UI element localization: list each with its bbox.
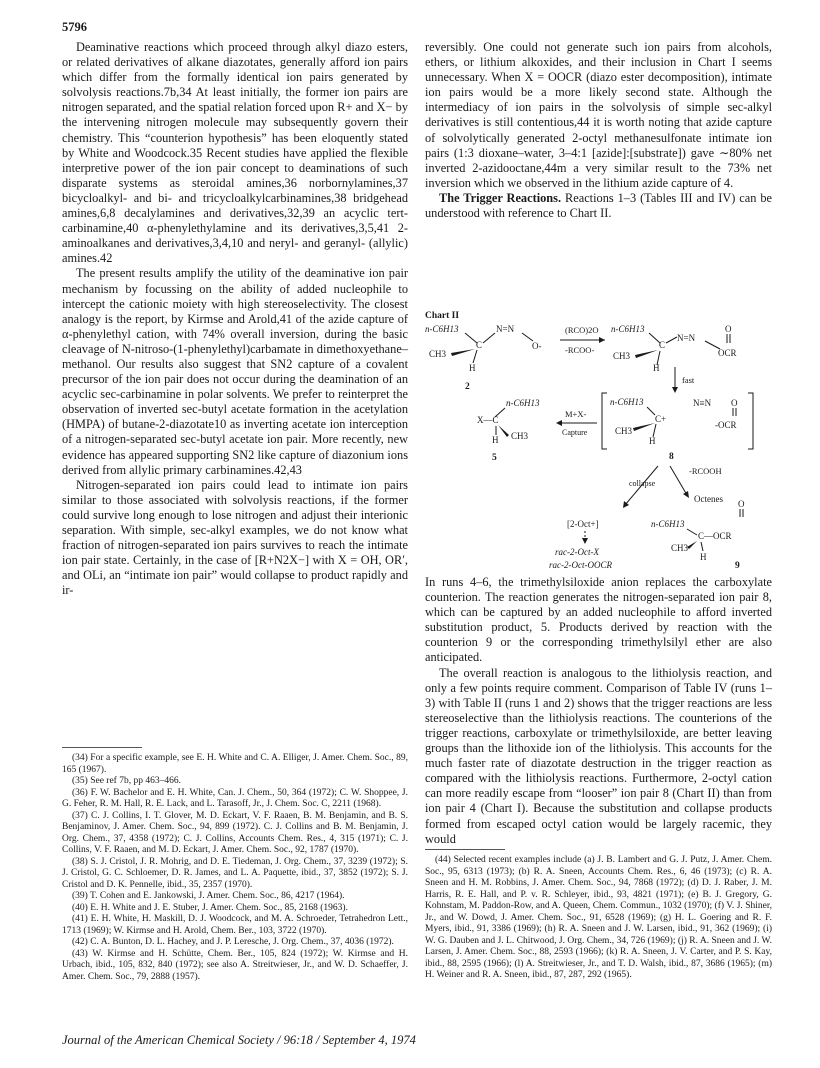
footnote: (35) See ref 7b, pp 463–466. bbox=[72, 776, 181, 786]
body-paragraph: The present results amplify the utility of the deaminative ion pair mechanism by focussing on the ability of added nucleophile to intercept the cationic moiety with high stereoselectivity. The closest analogy is the report, by Kirmse and Arold,41 of the azide capture of α-phenylethyl cation, with 74% overall inversion, during the basic cleavage of N-nitroso-(1-phenylethyl)carbamate in dimethoxyethane–methanol. Our results also suggest that SN2 capture of a covalent precursor of the ion pair does not occur during the deamination of an acyclic sec-carbinamine in polar solvents. We prefer to reinterpret the observation of inverted sec-butyl acetate formation in the acetylation (HMPA) of butane-2-diazotate10 as inverting acetate ion interception of a nitrogen-separated sec-butyl acetate ion pair. More recently, new evidence has appeared supporting SN2 like capture of diazonium ions derived from allylic primary carbinamines.42,43 bbox=[62, 266, 408, 477]
octenes-product: Octenes bbox=[694, 494, 723, 504]
chart-title: Chart II bbox=[425, 311, 460, 321]
methyl-group: CH3 bbox=[671, 543, 689, 553]
hexyl-group: n-C6H13 bbox=[611, 324, 645, 334]
carbon: C bbox=[659, 340, 666, 350]
hydrogen: H bbox=[700, 552, 707, 562]
right-column-top bbox=[425, 40, 772, 221]
footnote: (39) T. Cohen and E. Jankowski, J. Amer. Chem. Soc., 86, 4217 (1964). bbox=[72, 891, 345, 901]
racemic-substitution-product: rac-2-Oct-X bbox=[555, 547, 599, 557]
footnote: (38) S. J. Cristol, J. R. Mohrig, and D. E. Tiedeman, J. Org. Chem., 37, 3239 (1972); S. J. Cristol, G. C. Schloemer, D. R. James, and L. A. Paquette, ibid., 37, 3852 (1972); S. J. Cristol and D. K. Pennelle, ibid., 35, 2357 (1970). bbox=[62, 856, 408, 890]
trigger-text: Reactions 1–3 (Tables III and IV) can be understood with reference to Chart II. bbox=[425, 190, 772, 221]
carbonyl-oxygen: O bbox=[725, 324, 732, 334]
nitrogen-molecule: N≡N bbox=[693, 398, 712, 408]
footnote: (41) E. H. White, H. Maskill, D. J. Woodcock, and M. A. Schroeder, Tetrahedron Lett., 1713 (1969); W. Kirmse and H. Arold, Chem. Ber., 103, 3722 (1970). bbox=[62, 914, 408, 936]
acyloxy-group: OCR bbox=[718, 348, 737, 358]
carbonyl-oxygen: O bbox=[738, 499, 745, 509]
ion-pair-label-8: 8 bbox=[669, 452, 674, 462]
compound-label-5: 5 bbox=[492, 453, 497, 463]
acylation-reagent: (RCO)2O bbox=[565, 325, 599, 335]
hydrogen: H bbox=[649, 436, 656, 446]
fast-label: fast bbox=[682, 375, 695, 385]
collapse-label: collapse bbox=[629, 479, 656, 488]
minus-rcooh-label: -RCOOH bbox=[689, 466, 722, 476]
section-heading: The Trigger Reactions. bbox=[439, 190, 562, 205]
footnote-rule bbox=[425, 849, 505, 850]
carboxylate-group: -OCR bbox=[715, 420, 737, 430]
compound-label-9: 9 bbox=[735, 561, 740, 571]
hexyl-group: n-C6H13 bbox=[425, 324, 459, 334]
carbonyl-oxygen: O bbox=[731, 398, 738, 408]
journal-footer: Journal of the American Chemical Society / 96:18 / September 4, 1974 bbox=[62, 1033, 416, 1047]
hydrogen: H bbox=[469, 363, 476, 373]
body-paragraph: In runs 4–6, the trimethylsiloxide anion replaces the carboxylate counterion. The reaction generates the nitrogen-separated ion pair 8, which can be captured by an added nucleophile to afford inverted substitution product, 5. Products derived by reaction with the counterion 9 or the corresponding trimethylsilyl ether are also anticipated. bbox=[425, 575, 772, 665]
footnote: (37) C. J. Collins, I. T. Glover, M. D. Eckart, V. F. Raaen, B. M. Benjamin, and B. S. Benjaminov, J. Amer. Chem. Soc., 94, 899 (1972). C. J. Collins and B. M. Benjamin, J. Org. Chem., 37, 4358 (1972); C. J. Collins, Accounts Chem. Res., 4, 315 (1971); C. J. Collins, V. F. Raaen, and M. D. Eckart, J. Amer. Chem. Soc., 92, 1787 (1970). bbox=[62, 810, 408, 855]
ester-carbon: C—OCR bbox=[698, 531, 732, 541]
hexyl-group: n-C6H13 bbox=[610, 397, 644, 407]
methyl-group: CH3 bbox=[613, 351, 631, 361]
compound-label-2: 2 bbox=[465, 382, 470, 392]
carboxylate-byproduct: -RCOO- bbox=[565, 345, 595, 355]
hexyl-group: n-C6H13 bbox=[651, 519, 685, 529]
footnote: (40) E. H. White and J. E. Stuber, J. Amer. Chem. Soc., 85, 2168 (1963). bbox=[72, 902, 348, 913]
azo-group: N=N bbox=[677, 333, 696, 343]
body-paragraph: Deaminative reactions which proceed through alkyl diazo esters, or related derivatives of alkane diazotates, generally afford ion pairs which differ from the formally identical ion pairs generated by solvolysis reactions.7b,34 At least initially, the former ion pairs are nitrogen separated, and the spatial relation forced upon R+ and X− by the intervening nitrogen molecule may subsequently govern their chemistry. This “counterion hypothesis” has been eloquently stated by White and Woodcock.35 Recent studies have applied the flexible interpretive power of the ion pair concept to deaminations of such disparate systems as steroidal amines,36 norbornylamines,37 bicycloalkyl- and bi- and tricycloalkylcarbinamines,38 bridgehead amines,6,8 decalylamines and derivatives,32,39 an acyclic tert-carbinamine,40 α-phenylethylamine and its derivatives,3,5,41 2-aminoalkanes and derivatives,3,4,10 and neryl- and geranyl- (allylic) amines.42 bbox=[62, 40, 408, 266]
hydrogen: H bbox=[653, 363, 660, 373]
body-paragraph: Nitrogen-separated ion pairs could lead to intimate ion pairs similar to those associated with solvolysis reactions, if the former could survive long enough to lose nitrogen and adjust their interionic separation. With simple, sec-alkyl examples, we do not know what fraction of nitrogen-separated ion pairs survives to reach the intimate ion pair state. Certainly, in the case of [R+N2X−] with X = OH, OR′, and OLi, an “intimate ion pair” would collapse to product rapidly and ir- bbox=[62, 477, 408, 598]
hydrogen: H bbox=[492, 435, 499, 445]
footnote: (34) For a specific example, see E. H. White and C. A. Elliger, J. Amer. Chem. Soc., 89, 165 (1967). bbox=[62, 753, 408, 775]
footnote: (42) C. A. Bunton, D. L. Hachey, and J. P. Leresche, J. Org. Chem., 37, 4036 (1972). bbox=[72, 937, 394, 947]
methyl-group: CH3 bbox=[511, 431, 529, 441]
page-number: 5796 bbox=[62, 20, 87, 34]
footnote: (44) Selected recent examples include (a) J. B. Lambert and G. J. Putz, J. Amer. Chem. Soc., 95, 6313 (1973); (b) R. A. Sneen, Accounts Chem. Res., 6, 46 (1973); (c) R. A. Sneen and H. M. Robbins, J. Amer. Chem. Soc., 94, 7868 (1972); (d) D. J. Raber, J. M. Harris, R. E. Hall, and P. v. R. Schleyer, ibid., 93, 4821 (1971); (e) B. J. Gregory, G. Kohnstam, M. Paddon-Row, and A. Queen, Chem. Commun., 1032 (1970); (f) V. J. Shiner, Jr., and W. Dowd, J. Amer. Chem. Soc., 91, 6528 (1969); (g) H. L. Goering and R. F. Myers, ibid., 91, 3386 (1969); (h) R. A. Sneen and J. W. Larsen, ibid., 91, 362 (1969); (i) W. G. Dauben and J. L. Chitwood, J. Org. Chem., 34, 726 (1969); (j) R. A. Sneen and J. W. Larsen, J. Amer. Chem. Soc., 88, 2593 (1966); (k) R. A. Sneen, J. V. Carter, and P. S. Kay, ibid., 88, 2595 (1966); (l) A. Streitwieser, Jr., and T. D. Walsh, ibid., 87, 3686 (1965); (m) H. Weiner and R. A. Sneen, ibid., 87, 287, 292 (1965). bbox=[425, 855, 772, 980]
carbocation: C+ bbox=[655, 414, 667, 424]
substituted-carbon: X—C bbox=[477, 415, 499, 425]
body-paragraph: reversibly. One could not generate such ion pairs from alcohols, ethers, or lithium alkoxides, and their inclusion in Chart I seems unnecessary. When X = OOCR (diazo ester decomposition), intimate ion pairs would be a more likely second state. Although the intermediacy of ion pairs in the solvolysis of simple sec-alkyl derivatives is still contentious,44 it is worth noting that azide capture of solvolytically generated 2-octyl methanesulfonate intimate ion pairs (1:3 dioxane–water, 3–4:1 [azide]:[substrate]) gave ∼80% net inverted 2-azidooctane,44m a very similar result to the 73% net inversion which we observed in the lithium azide capture of 4. bbox=[425, 40, 772, 190]
footnotes-right bbox=[425, 855, 772, 982]
octyl-cation: [2-Oct+] bbox=[567, 519, 599, 529]
methyl-group: CH3 bbox=[429, 349, 447, 359]
footnote-rule bbox=[62, 747, 142, 748]
footnotes-left bbox=[62, 753, 408, 983]
footnote: (36) F. W. Bachelor and E. H. White, Can. J. Chem., 50, 364 (1972); C. W. Shoppee, J. G. Feher, R. M. Hall, R. E. Lack, and L. Tarasoff, Jr., J. Chem. Soc. C, 2211 (1968). bbox=[62, 787, 408, 809]
footnote: (43) W. Kirmse and H. Schütte, Chem. Ber., 105, 824 (1972); W. Kirmse and H. Urbach, ibid., 105, 832, 840 (1972); see also A. Streitwieser, Jr., and W. D. Schaeffer, J. Amer. Chem. Soc., 79, 2888 (1957). bbox=[62, 948, 408, 982]
left-column bbox=[62, 40, 408, 598]
racemic-ester-product: rac-2-Oct-OOCR bbox=[549, 560, 612, 570]
capture-reagent: M+X- bbox=[565, 409, 587, 419]
hexyl-group: n-C6H13 bbox=[506, 398, 540, 408]
trigger-paragraph bbox=[425, 191, 772, 221]
chart-ii-scheme bbox=[425, 309, 772, 573]
carbon: C bbox=[476, 340, 483, 350]
body-paragraph: The overall reaction is analogous to the lithiolysis reaction, and only a few points require comment. Comparison of Table IV (runs 1–3) with Table II (runs 1 and 2) shows that the trigger reactions are less stereoselective than the lithiolysis reactions. The counterions of the trigger reactions, carboxylate or trimethylsiloxide, are better leaving groups than the lithoxide ion of the lithiolysis. This accounts for the much faster rate of diazotate destruction in the trigger reaction as compared with the lithiolysis reactions. Furthermore, 2-octyl cation can more readily escape from “looser” ion pair 8 (Chart II) than from ion pair 4 (Chart I). Because the substitution and collapse products formed from escaped octyl cation would be largely racemic, they would bbox=[425, 665, 772, 846]
methyl-group: CH3 bbox=[615, 426, 633, 436]
azo-group: N=N bbox=[496, 324, 515, 334]
oxide-group: O- bbox=[532, 341, 542, 351]
right-column-bottom bbox=[425, 575, 772, 847]
capture-label: Capture bbox=[562, 428, 588, 437]
